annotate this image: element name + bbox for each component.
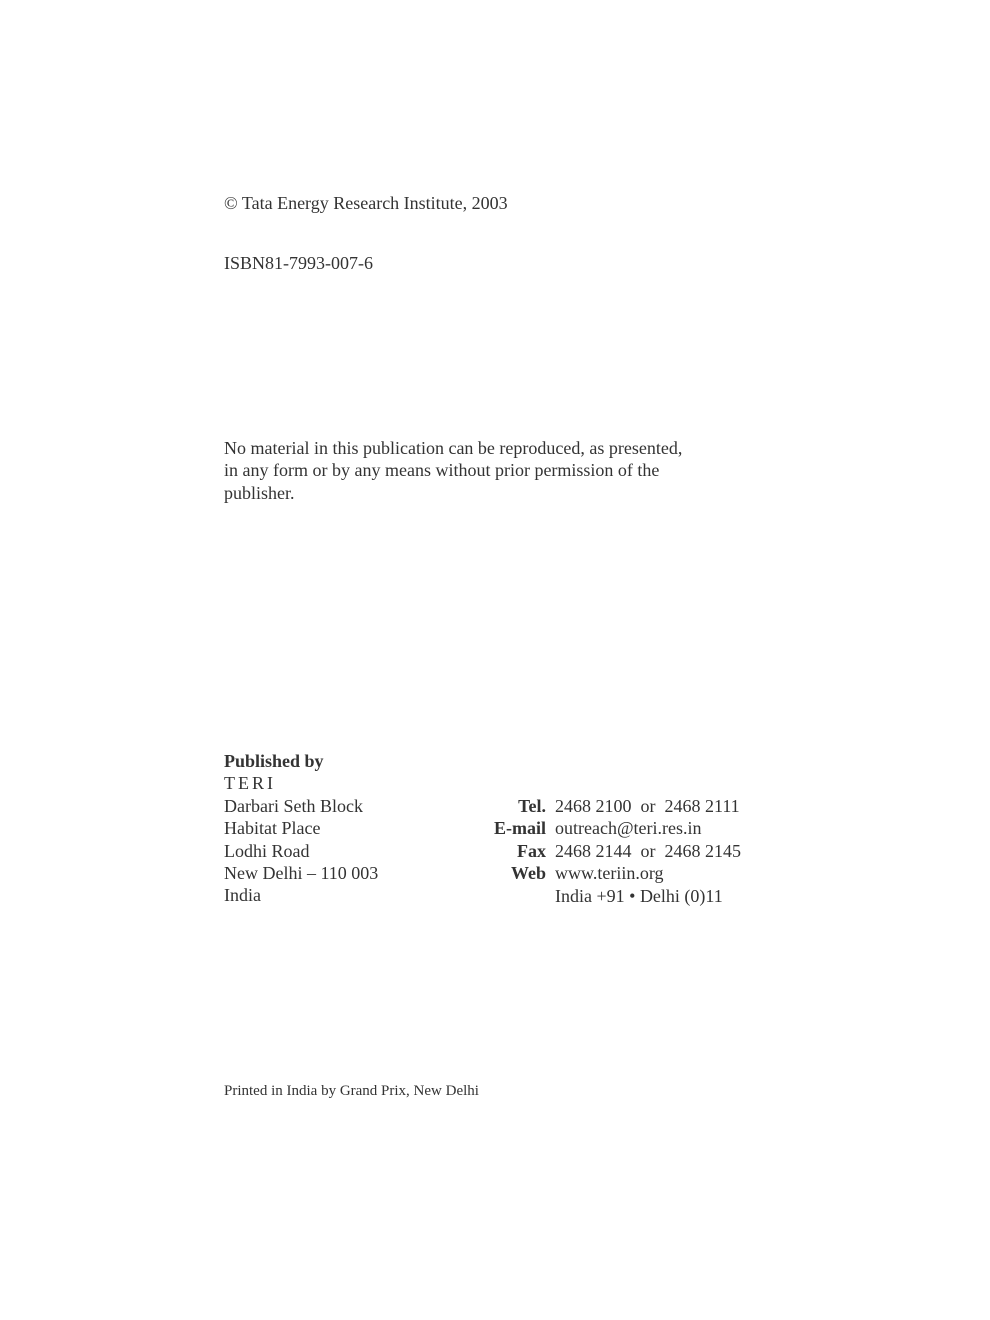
publisher-heading: Published by: [224, 751, 324, 771]
contact-fax: [470, 840, 741, 862]
contact-value: India +91 • Delhi (0)11: [555, 885, 723, 906]
reproduction-notice: [224, 437, 764, 504]
printer-credit: Printed in India by Grand Prix, New Delhi: [224, 1083, 479, 1099]
copyright-notice: © Tata Energy Research Institute, 2003: [224, 193, 508, 213]
contact-label: [470, 885, 546, 907]
contact-value: outreach@teri.res.in: [555, 818, 702, 839]
address-line: Darbari Seth Block: [224, 795, 363, 816]
contact-dialing-codes: [470, 885, 741, 907]
contact-label: Fax: [517, 840, 546, 861]
isbn: ISBN81-7993-007-6: [224, 253, 373, 273]
address-line: Habitat Place: [224, 818, 321, 839]
address-line: Lodhi Road: [224, 840, 310, 861]
contact-label: E-mail: [494, 818, 546, 839]
contact-block: [470, 795, 741, 907]
contact-label: Web: [510, 863, 546, 884]
address-line: New Delhi – 110 003: [224, 863, 379, 884]
publisher-block: [224, 750, 378, 907]
address-line: India: [224, 885, 261, 906]
contact-value: www.teriin.org: [555, 863, 664, 884]
contact-label: Tel.: [518, 796, 546, 816]
contact-tel: [470, 795, 741, 817]
contact-value: 2468 2144 or 2468 2145: [555, 840, 741, 861]
notice-line: No material in this publication can be reproduced, as presented,: [224, 438, 683, 458]
notice-line: in any form or by any means without prior permission of the: [224, 460, 660, 481]
contact-value: 2468 2100 or 2468 2111: [555, 796, 740, 816]
contact-email: [470, 817, 741, 839]
notice-line: publisher.: [224, 482, 295, 503]
publisher-name: TERI: [224, 773, 276, 794]
contact-web: [470, 862, 741, 884]
